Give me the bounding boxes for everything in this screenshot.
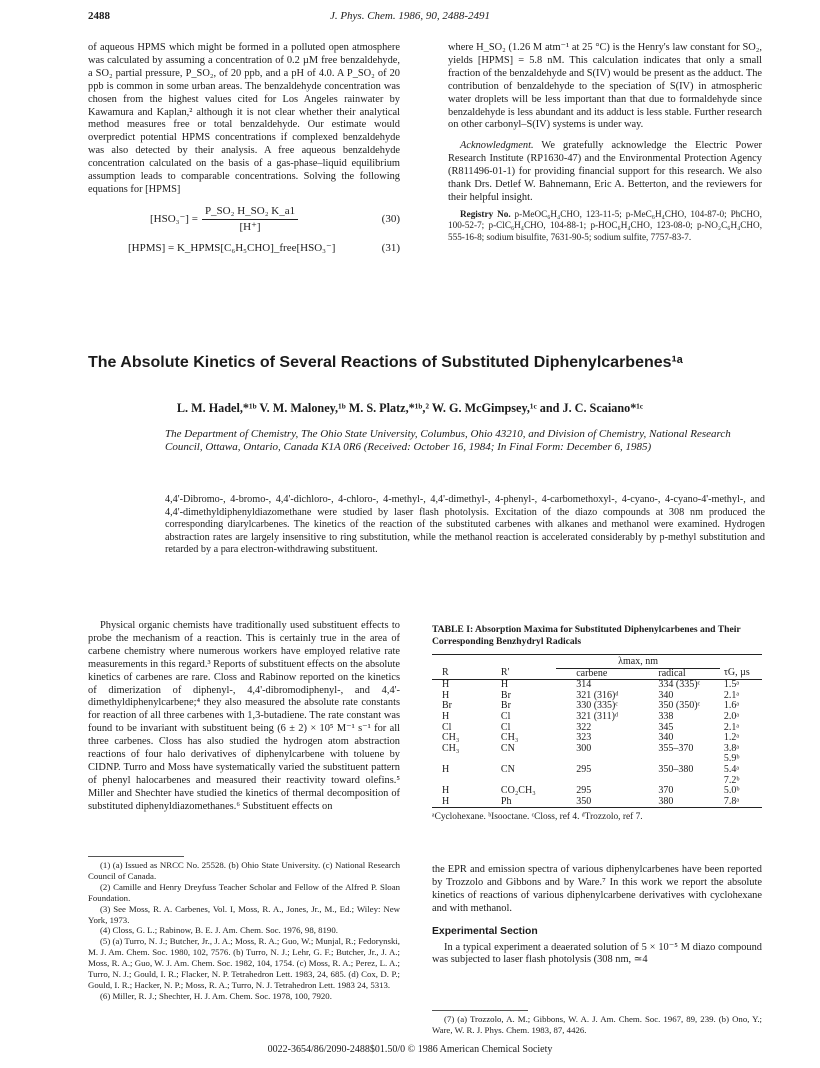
- data-table: [432, 654, 762, 808]
- table-header-row: [432, 668, 762, 680]
- table-cell: Br: [500, 700, 511, 712]
- top-left-paragraph: of aqueous HPMS which might be formed in a polluted open atmosphere was calculated by assuming a concentration of 0.2 µM free benzaldehyde, a SO₂ partial pressure, P_SO₂, of 20 ppb, and a pH of 4.0. A P_SO₂ of 20 ppb is common in some urban areas. The benzaldehyde concentration was chosen from the highest values cited for Los Angeles rainwater by Kawamura and Kaplan,² although it is not clear whether their analytical method measures free or total benzaldehyde. Our estimate would overpredict potential HPMS concentrations if complexed benzaldehyde was also detected by their analysis. A free aqueous benzaldehyde concentration calculated on the basis of a gas-phase–liquid equilibrium assumption leads to comparable concentrations. Solving the following equations for [HPMS]: [88, 42, 400, 195]
- table-cell: 2.0ᵃ: [723, 710, 740, 722]
- table-cell: 2.1ᵃ: [723, 721, 740, 733]
- table-cell: 340: [658, 689, 674, 701]
- table-row: [432, 744, 762, 755]
- experimental-paragraph: In a typical experiment a deaerated solution of 5 × 10⁻⁵ M diazo compound was subjected to laser flash photolysis (308 nm, ≃4: [432, 941, 762, 966]
- table-cell: 7.2ᵇ: [723, 774, 740, 786]
- table-cell: [432, 754, 471, 765]
- footnote-5: (5) (a) Turro, N. J.; Butcher, Jr., J. A.; Moss, R. A.; Guo, W.; Munjal, R.; Fedorynski, M. J. Am. Chem. Soc. 1980, 102, 7576. (b) Turro, N. J.; Lehr, G. F.; Butcher, Jr., J. A.; Moss, R. A.; Guo, W. J. Am. Chem. Soc. 1982, 104, 1754. (c) Moss, R. A.; Perez, L. A.; Turro, N. J.; Gould, I. R.; Flacker, N. P. Tetrahedron Lett. 1983, 24, 685. (d) Cox, D. P.; Gould, I. R.; Hacker, N. P.; Moss, R. A.; Turro, N. J. Tetrahedron Lett. 1983 24, 5313.: [88, 936, 400, 990]
- eq30-number: (30): [381, 212, 400, 225]
- header-tau: τG, µs: [723, 667, 750, 679]
- right-footnotes: [432, 1010, 762, 1036]
- article-title: The Absolute Kinetics of Several Reactions of Substituted Diphenylcarbenes¹ᵃ: [88, 354, 683, 371]
- table-cell: CO₂CH₃: [500, 785, 536, 797]
- table-cell: 1.6ᵃ: [723, 700, 740, 712]
- header-radical: radical: [658, 667, 686, 679]
- equation-31: [88, 242, 400, 255]
- page-number: 2488: [88, 10, 110, 22]
- registry-label: Registry No.: [460, 208, 511, 219]
- footnote-1: (1) (a) Issued as NRCC No. 25528. (b) Ohio State University. (c) National Research Council of Canada.: [88, 860, 400, 881]
- table-row: [432, 765, 762, 776]
- table-row: [432, 754, 762, 765]
- left-footnotes: [88, 856, 400, 1002]
- header-r-prime: R': [500, 667, 510, 679]
- table-1: [432, 624, 762, 822]
- footnote-rule: [88, 856, 184, 857]
- eq30-lhs: [HSO₃⁻] =: [150, 212, 198, 225]
- body-left-column: [88, 620, 400, 814]
- table-cell: 338: [658, 710, 674, 722]
- table-cell: Br: [442, 700, 452, 712]
- table-row: [432, 733, 762, 744]
- registry-numbers: [448, 209, 762, 244]
- header-r: R: [442, 667, 449, 679]
- table-cell: Cl: [500, 710, 511, 722]
- header-carbene: carbene: [576, 667, 608, 679]
- table-cell: CN: [500, 742, 515, 754]
- journal-header: J. Phys. Chem. 1986, 90, 2488-2491: [329, 10, 491, 22]
- table-cell: 321 (311)ᵈ: [576, 710, 619, 722]
- table-row: [432, 723, 762, 734]
- eq31-number: (31): [381, 241, 400, 254]
- table-cell: 330 (335)ᶜ: [576, 700, 618, 712]
- table-cell: 314: [576, 679, 592, 691]
- table-cell: 5.4ᵃ: [723, 763, 740, 775]
- span-header: λmax, nm: [556, 655, 720, 669]
- table-cell: H: [442, 710, 450, 722]
- eq30-denominator: [H⁺]: [239, 220, 261, 233]
- table-cell: CN: [500, 763, 515, 775]
- acknowledgment: [448, 140, 762, 205]
- table-cell: 355–370: [658, 742, 694, 754]
- table-cell: 5.0ᵇ: [723, 785, 740, 797]
- table-cell: 3.8ᵃ: [723, 742, 740, 754]
- table-caption: TABLE I: Absorption Maxima for Substituted Diphenylcarbenes and Their Corresponding Benzhydryl Radicals: [432, 624, 741, 647]
- table-row: [432, 776, 762, 787]
- eq30-fraction: [202, 205, 298, 234]
- table-cell: 334 (335)ᶜ: [658, 679, 701, 691]
- table-footnote: ᵃCyclohexane. ᵇIsooctane. ᶜCloss, ref 4. ᵈTrozzolo, ref 7.: [432, 812, 643, 823]
- table-cell: [638, 776, 720, 787]
- footnote-6: (6) Miller, R. J.; Shechter, H. J. Am. Chem. Soc. 1978, 100, 7920.: [100, 990, 332, 1001]
- top-right-column: [448, 42, 762, 244]
- ack-label: Acknowledgment.: [460, 140, 534, 152]
- table-cell: [556, 754, 638, 765]
- author-list: L. M. Hadel,*¹ᵇ V. M. Maloney,¹ᵇ M. S. Platz,*¹ᵇ,² W. G. McGimpsey,¹ᶜ and J. C. Scaiano*¹ᶜ: [176, 401, 644, 415]
- table-cell: 5.9ᵇ: [723, 753, 740, 765]
- table-cell: Cl: [442, 721, 452, 733]
- table-cell: Ph: [500, 795, 512, 807]
- footnote-2: (2) Camille and Henry Dreyfuss Teacher Scholar and Fellow of the Alfred P. Sloan Foundation.: [88, 881, 400, 903]
- top-right-paragraph: where H_SO₂ (1.26 M atm⁻¹ at 25 °C) is the Henry's law constant for SO₂, yields [HPMS] = 5.8 nM. This calculation indicates that only a small fraction of the benzaldehyde and S(IV) would be present as the adduct. The contribution of benzaldehyde to the speciation of S(IV) in atmospheric water droplets will be less important than that due to formaldehyde since benzaldehyde is less abundant and its adduct is less stable. Further research on other carbonyl–S(IV) systems is under way.: [448, 42, 763, 131]
- table-cell: 370: [658, 785, 674, 797]
- table-body: [432, 680, 762, 808]
- experimental-heading: Experimental Section: [432, 925, 538, 937]
- table-cell: 380: [658, 795, 674, 807]
- table-cell: 323: [576, 732, 592, 744]
- table-row: [432, 712, 762, 723]
- table-row: [432, 786, 762, 797]
- footnote-4: (4) Closs, G. L.; Rabinow, B. E. J. Am. Chem. Soc. 1976, 98, 8190.: [100, 925, 338, 936]
- right-footnote-rule: [432, 1010, 528, 1011]
- table-cell: H: [442, 679, 450, 691]
- abstract: 4,4'-Dibromo-, 4-bromo-, 4,4'-dichloro-, 4-chloro-, 4-methyl-, 4,4'-dimethyl-, 4-phenyl-, 4-carbomethoxyl-, 4-cyano-, 4-cyano-4'-methyl-, and 4,4'-dimethyldiphenyldiazomethane were studied by laser flash photolysis. Excitation of the diazo compounds at 308 nm produced the corresponding diarylcarbenes. The kinetics of the reaction of the substituted carbenes with alkanes and methanol were examined. Hydrogen abstraction rates are largely insensitive to ring substitution, while the methanol reaction is accelerated considerably by p-methyl substitution and retarded by a para electron-withdrawing substituent.: [165, 494, 765, 556]
- right-body-paragraph: the EPR and emission spectra of various diphenylcarbenes have been reported by Trozzolo and Gibbons and by Ware.⁷ In this work we report the absolute kinetics of reactions of various diphenylcarbene derivatives with cyclohexane and with methanol.: [432, 864, 762, 914]
- table-cell: 322: [576, 721, 592, 733]
- table-cell: CH₃: [442, 742, 460, 754]
- table-cell: 350–380: [658, 763, 694, 775]
- top-left-column: [88, 42, 400, 255]
- table-cell: 7.8ᵃ: [723, 795, 740, 807]
- table-cell: 2.1ᵃ: [723, 689, 740, 701]
- table-cell: H: [442, 785, 450, 797]
- table-cell: 340: [658, 732, 674, 744]
- table-cell: Cl: [500, 721, 511, 733]
- table-cell: Br: [500, 689, 511, 701]
- table-cell: H: [442, 689, 450, 701]
- table-cell: 350: [576, 795, 592, 807]
- body-right-column: [432, 864, 762, 967]
- table-cell: H: [500, 679, 509, 691]
- footnote-7: (7) (a) Trozzolo, A. M.; Gibbons, W. A. J. Am. Chem. Soc. 1967, 89, 239. (b) Ono, Y.; Ware, W. R. J. Phys. Chem. 1983, 87, 4426.: [432, 1014, 762, 1035]
- registry-text: p-MeOC₆H₄CHO, 123-11-5; p-MeC₆H₄CHO, 104-87-0; PhCHO, 100-52-7; p-ClC₆H₄CHO, 104-88-1; p-HOC₆H₄CHO, 123-08-0; p-NO₂C₆H₄CHO, 555-16-8; sodium bisulfite, 7631-90-5; sodium sulfite, 7757-83-7.: [448, 208, 762, 243]
- table-cell: 345: [658, 721, 674, 733]
- table-cell: 1.2ᵃ: [723, 732, 740, 744]
- table-cell: 350 (350)ᶜ: [658, 700, 701, 712]
- eq30-numerator: P_SO₂ H_SO₂ K_a1: [202, 205, 298, 220]
- table-cell: H: [442, 795, 450, 807]
- table-cell: [556, 776, 638, 787]
- intro-paragraph: Physical organic chemists have traditionally used substituent effects to probe the mechanism of a reaction. This is certainly true in the area of carbene chemistry where numerous workers have employed relative rate measurements in this regard.³ Reports of substituent effects on the absolute kinetics of carbenes are rare. Closs and Rabinow reported on the kinetics of dimerization of diphenyl-, 4,4'-dibromodiphenyl-, and 4,4'-dimethyldiphenylcarbene;⁴ they also measured the absolute rate constants for reaction of all three carbenes with 1,3-butadiene. The rate constant was found to be invariant with substituent being (6 ± 2) × 10⁵ M⁻¹ s⁻¹ for all three carbenes. Closs has also studied the hydrogen atom abstraction reactions of four halo derivatives of diphenylcarbene with toluene by CIDNP. Turro and Moss have systematically varied the substituent pattern of phenyl halocarbenes and measured their reactivity toward olefins.⁵ Miller and Shechter have studied the kinetics of thermal decomposition of substituted diphenyldiazomethanes.⁶ Substituent effects on: [88, 620, 400, 812]
- table-cell: [432, 776, 471, 787]
- footnote-3: (3) See Moss, R. A. Carbenes, Vol. I, Moss, R. A., Jones, Jr., M., Ed.; Wiley: New York, 1973.: [88, 903, 400, 925]
- affiliation: The Department of Chemistry, The Ohio State University, Columbus, Ohio 43210, and Division of Chemistry, National Research Council, Ottawa, Ontario, Canada K1A 0R6 (Received: October 16, 1984; In Final Form: December 6, 1985): [165, 428, 731, 454]
- table-cell: 295: [576, 785, 592, 797]
- table-cell: 1.5ᵃ: [723, 679, 740, 691]
- table-cell: CH₃: [500, 732, 519, 744]
- table-cell: 321 (316)ᵈ: [576, 689, 619, 701]
- table-row: [432, 797, 762, 808]
- table-cell: 300: [576, 742, 592, 754]
- table-cell: H: [442, 763, 450, 775]
- page-footer: 0022-3654/86/2090-2488$01.50/0 © 1986 American Chemical Society: [267, 1044, 553, 1055]
- table-span-header-row: [432, 655, 762, 669]
- ack-text: We gratefully acknowledge the Electric Power Research Institute (RP1630-47) and the Environmental Protection Agency (R811496-01-1) for providing financial support for this research. We also thank Drs. Detlef W. Bahnemann, Eric A. Betterton, and the reviewers for their helpful insight.: [448, 140, 762, 203]
- eq31-expression: [HPMS] = K_HPMS[C₆H₅CHO]_free[HSO₃⁻]: [128, 241, 336, 254]
- table-cell: CH₃: [442, 732, 460, 744]
- table-cell: 295: [576, 763, 592, 775]
- equation-30: [88, 205, 400, 234]
